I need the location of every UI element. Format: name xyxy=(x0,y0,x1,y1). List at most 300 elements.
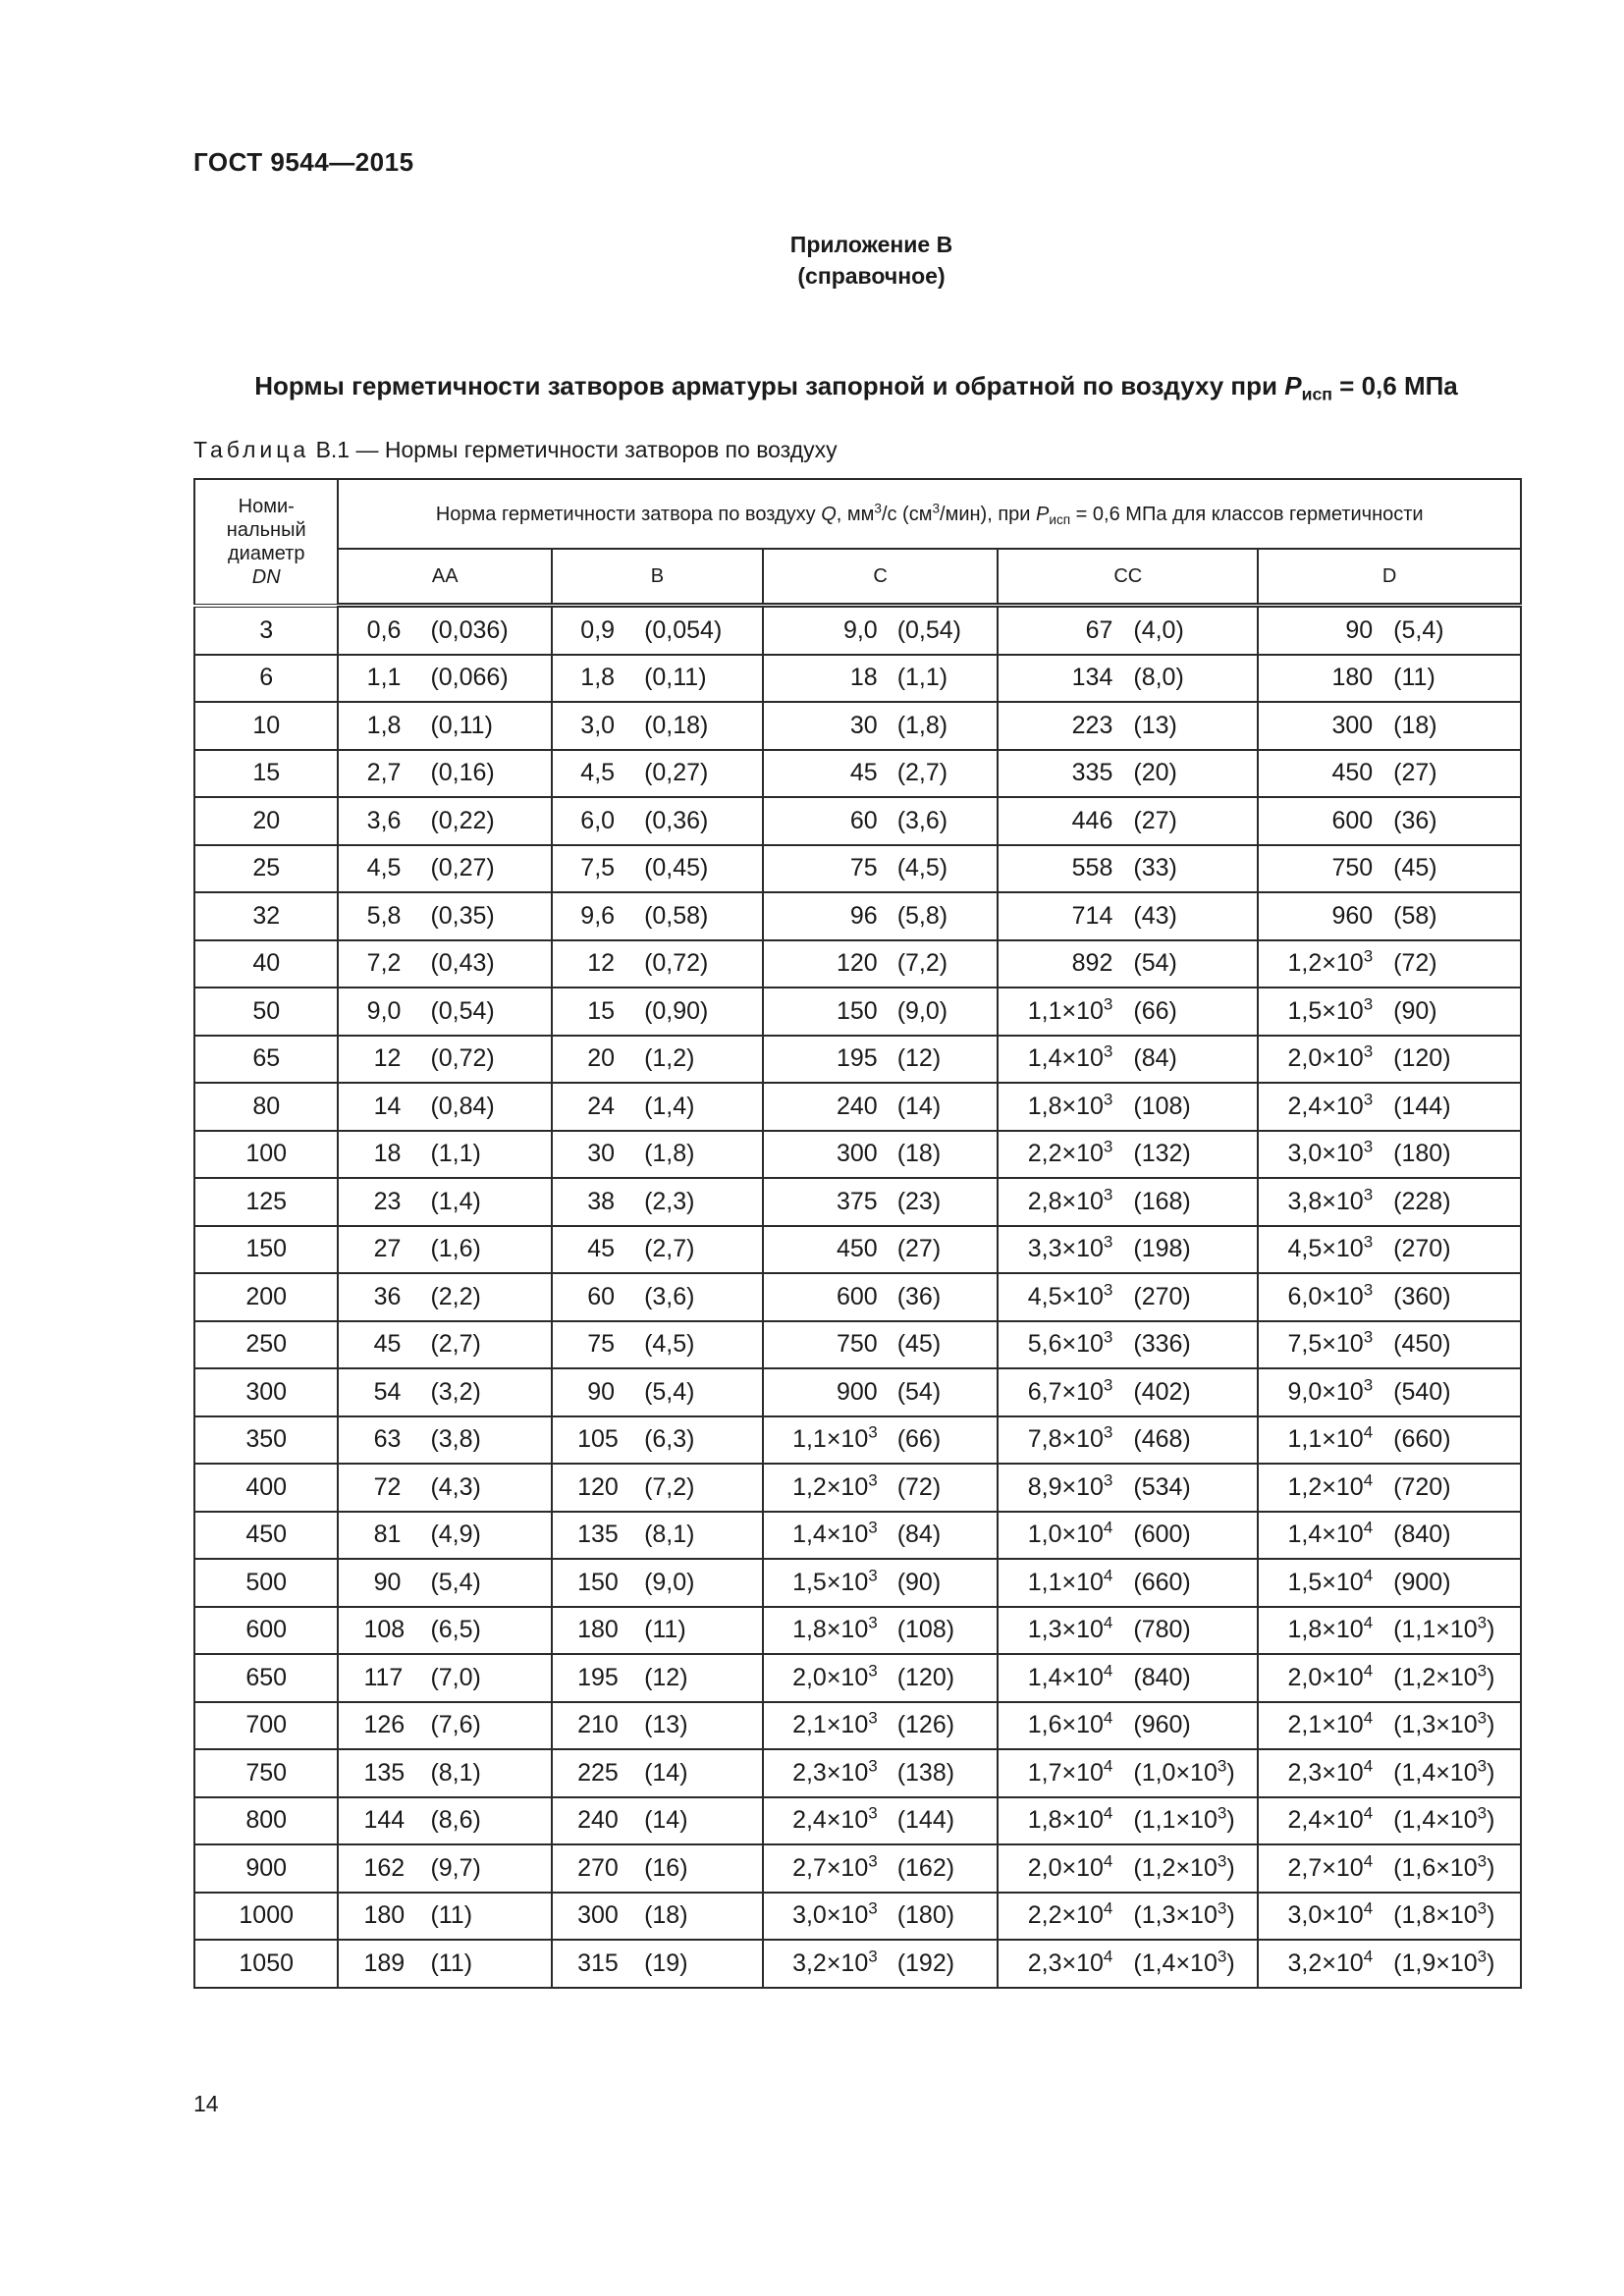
leak-rate-mm3s: $3,0\times 10^3$ xyxy=(792,1898,878,1930)
leak-rate-cm3min: (33) xyxy=(1133,854,1177,882)
leak-rate-cm3min: (8,0) xyxy=(1133,664,1184,692)
leak-rate-cm3min: (9,0) xyxy=(896,996,948,1025)
leak-rate-mm3s: 7,2 xyxy=(366,949,402,978)
leak-rate-mm3s: 38 xyxy=(587,1187,616,1215)
leak-rate-mm3s: 60 xyxy=(587,1282,616,1310)
value-cell-d xyxy=(1258,1797,1521,1845)
value-cell-c xyxy=(763,1654,999,1702)
value-cell-b xyxy=(552,1036,763,1084)
value-cell-cc xyxy=(998,845,1258,893)
value-cell-aa xyxy=(338,1844,552,1893)
value-cell-cc xyxy=(998,1368,1258,1416)
value-cell-d xyxy=(1258,988,1521,1036)
leak-rate-mm3s: $2,3\times 10^4$ xyxy=(1287,1756,1374,1787)
leak-rate-cm3min: (90) xyxy=(1393,996,1437,1025)
leak-rate-cm3min: (660) xyxy=(1393,1425,1451,1454)
leak-rate-mm3s: 892 xyxy=(1071,949,1113,978)
value-cell-d xyxy=(1258,940,1521,988)
leak-rate-mm3s: $1,1\times 10^3$ xyxy=(1027,994,1113,1025)
leak-rate-cm3min: (3,6) xyxy=(644,1282,695,1310)
leak-rate-mm3s: $2,4\times 10^3$ xyxy=(1287,1090,1374,1120)
dn-cell: 300 xyxy=(194,1368,338,1416)
leak-rate-mm3s: 30 xyxy=(849,711,878,739)
leak-rate-mm3s: 23 xyxy=(373,1187,402,1215)
value-cell-b xyxy=(552,1083,763,1131)
leak-rate-cm3min: (84) xyxy=(896,1521,942,1549)
leak-rate-mm3s: $2,0\times 10^4$ xyxy=(1287,1661,1374,1691)
leak-rate-cm3min: (0,72) xyxy=(644,949,709,978)
leak-rate-cm3min: (0,27) xyxy=(430,854,495,882)
table-row xyxy=(194,1893,1521,1941)
value-cell-c xyxy=(763,797,999,845)
leak-rate-mm3s: $1,1\times 10^4$ xyxy=(1287,1422,1374,1454)
value-cell-c xyxy=(763,1273,999,1321)
leak-rate-mm3s: 375 xyxy=(836,1187,878,1215)
value-cell-cc xyxy=(998,1178,1258,1226)
class-header-d: D xyxy=(1258,549,1521,606)
value-cell-d xyxy=(1258,1178,1521,1226)
leak-rate-cm3min: (0,066) xyxy=(430,664,509,692)
table-row xyxy=(194,1273,1521,1321)
leak-rate-cm3min: (0,11) xyxy=(430,711,493,739)
value-cell-c xyxy=(763,655,999,703)
value-cell-cc xyxy=(998,606,1258,655)
leak-rate-mm3s: 162 xyxy=(363,1853,406,1882)
leak-rate-cm3min: (960) xyxy=(1133,1711,1191,1739)
leak-rate-mm3s: 96 xyxy=(849,901,878,930)
leak-rate-cm3min: (72) xyxy=(896,1472,942,1501)
value-cell-b xyxy=(552,988,763,1036)
value-cell-d xyxy=(1258,1036,1521,1084)
leak-rate-mm3s: $3,2\times 10^4$ xyxy=(1287,1947,1374,1977)
leak-rate-cm3min: (18) xyxy=(644,1901,688,1930)
leak-rate-mm3s: 60 xyxy=(849,806,878,834)
leak-rate-cm3min: (0,58) xyxy=(644,901,709,930)
dn-cell: 10 xyxy=(194,702,338,750)
leak-rate-mm3s: 135 xyxy=(577,1521,619,1549)
leak-rate-cm3min: (144) xyxy=(896,1806,955,1835)
dn-header xyxy=(194,479,338,606)
leak-rate-cm3min: (66) xyxy=(1133,996,1177,1025)
value-cell-b xyxy=(552,1559,763,1607)
leak-rate-mm3s: $8,9\times 10^3$ xyxy=(1027,1470,1113,1501)
value-cell-c xyxy=(763,1036,999,1084)
value-cell-c xyxy=(763,892,999,940)
value-cell-b xyxy=(552,750,763,798)
leak-rate-mm3s: 150 xyxy=(577,1568,619,1596)
leak-rate-mm3s: 4,5 xyxy=(366,854,402,882)
value-cell-aa xyxy=(338,1368,552,1416)
leak-rate-cm3min: (11) xyxy=(430,1901,473,1930)
leak-rate-mm3s: $1,7\times 10^4$ xyxy=(1027,1756,1113,1787)
leak-rate-cm3min: (0,43) xyxy=(430,949,495,978)
dn-cell: 125 xyxy=(194,1178,338,1226)
value-cell-b xyxy=(552,1131,763,1179)
leak-rate-mm3s: 134 xyxy=(1071,664,1113,692)
leak-rate-cm3min: (180) xyxy=(896,1901,955,1930)
value-cell-aa xyxy=(338,1036,552,1084)
value-cell-d xyxy=(1258,1512,1521,1560)
leak-rate-mm3s: $2,0\times 10^3$ xyxy=(1287,1041,1374,1073)
leak-rate-cm3min: (8,1) xyxy=(644,1521,695,1549)
value-cell-aa xyxy=(338,606,552,655)
value-cell-c xyxy=(763,1512,999,1560)
leak-rate-cm3min: $(1,4\times 10^3)$ xyxy=(1133,1947,1235,1977)
table-row xyxy=(194,1797,1521,1845)
value-cell-d xyxy=(1258,1893,1521,1941)
leak-rate-mm3s: $1,5\times 10^3$ xyxy=(792,1566,878,1596)
leak-rate-cm3min: (23) xyxy=(896,1187,942,1215)
leak-rate-cm3min: (0,54) xyxy=(430,996,495,1025)
leak-rate-cm3min: (144) xyxy=(1393,1092,1451,1120)
value-cell-cc xyxy=(998,1464,1258,1512)
leak-rate-cm3min: (13) xyxy=(1133,711,1177,739)
leak-rate-cm3min: (45) xyxy=(1393,854,1437,882)
leak-rate-mm3s: $2,4\times 10^4$ xyxy=(1287,1803,1374,1835)
value-cell-d xyxy=(1258,1940,1521,1988)
value-cell-c xyxy=(763,988,999,1036)
leak-rate-cm3min: (660) xyxy=(1133,1568,1191,1596)
leak-rate-cm3min: $(1,1\times 10^3)$ xyxy=(1393,1613,1495,1644)
leak-rate-cm3min: $(1,2\times 10^3)$ xyxy=(1133,1851,1235,1882)
leak-rate-cm3min: (0,036) xyxy=(430,615,509,644)
value-cell-b xyxy=(552,1178,763,1226)
leak-rate-cm3min: (27) xyxy=(896,1235,942,1263)
dn-cell: 1000 xyxy=(194,1893,338,1941)
leak-rate-mm3s: $3,2\times 10^3$ xyxy=(792,1947,878,1977)
leak-rate-cm3min: (45) xyxy=(896,1330,942,1359)
leak-rate-cm3min: (20) xyxy=(1133,759,1177,787)
value-cell-aa xyxy=(338,1797,552,1845)
leak-rate-cm3min: (0,054) xyxy=(644,615,723,644)
value-cell-c xyxy=(763,750,999,798)
leak-rate-cm3min: (1,4) xyxy=(430,1187,481,1215)
leak-rate-cm3min: (228) xyxy=(1393,1187,1451,1215)
leak-rate-cm3min: (468) xyxy=(1133,1425,1191,1454)
value-cell-b xyxy=(552,845,763,893)
leak-rate-mm3s: 240 xyxy=(577,1806,619,1835)
value-cell-d xyxy=(1258,606,1521,655)
leak-rate-cm3min: (402) xyxy=(1133,1377,1191,1406)
value-cell-cc xyxy=(998,1893,1258,1941)
value-cell-d xyxy=(1258,1559,1521,1607)
leak-rate-mm3s: 315 xyxy=(577,1949,619,1977)
leak-rate-cm3min: (900) xyxy=(1393,1568,1451,1596)
leak-rate-mm3s: $3,0\times 10^4$ xyxy=(1287,1898,1374,1930)
value-cell-c xyxy=(763,1321,999,1369)
table-row xyxy=(194,1321,1521,1369)
leak-rate-cm3min: (108) xyxy=(896,1616,955,1644)
leak-rate-cm3min: (12) xyxy=(644,1663,688,1691)
leak-rate-mm3s: $1,4\times 10^3$ xyxy=(792,1518,878,1549)
value-cell-b xyxy=(552,1321,763,1369)
leak-rate-cm3min: (58) xyxy=(1393,901,1437,930)
leak-rate-cm3min: (162) xyxy=(896,1853,955,1882)
value-cell-cc xyxy=(998,1749,1258,1797)
leak-rate-cm3min: (1,1) xyxy=(896,664,948,692)
tightness-norms-table xyxy=(193,478,1522,1989)
table-row xyxy=(194,892,1521,940)
value-cell-aa xyxy=(338,1226,552,1274)
caption-text: В.1 — Нормы герметичности затворов по воздуху xyxy=(309,437,838,462)
table-row xyxy=(194,845,1521,893)
leak-rate-cm3min: (12) xyxy=(896,1044,942,1073)
value-cell-cc xyxy=(998,892,1258,940)
leak-rate-cm3min: (9,7) xyxy=(430,1853,481,1882)
leak-rate-cm3min: (1,6) xyxy=(430,1235,481,1263)
table-row xyxy=(194,1844,1521,1893)
table-row xyxy=(194,655,1521,703)
table-caption xyxy=(193,437,838,463)
value-cell-aa xyxy=(338,892,552,940)
dn-cell: 25 xyxy=(194,845,338,893)
heading-symbol: P xyxy=(1284,371,1302,400)
value-cell-d xyxy=(1258,1464,1521,1512)
leak-rate-cm3min: (1,1) xyxy=(430,1140,481,1168)
value-cell-b xyxy=(552,702,763,750)
leak-rate-mm3s: 14 xyxy=(373,1092,402,1120)
leak-rate-mm3s: $1,6\times 10^4$ xyxy=(1027,1708,1113,1739)
table-row xyxy=(194,940,1521,988)
leak-rate-mm3s: $1,2\times 10^4$ xyxy=(1287,1470,1374,1501)
table-row xyxy=(194,1607,1521,1655)
value-cell-cc xyxy=(998,1083,1258,1131)
value-cell-c xyxy=(763,1940,999,1988)
leak-rate-mm3s: $4,5\times 10^3$ xyxy=(1287,1232,1374,1263)
value-cell-aa xyxy=(338,1702,552,1750)
value-cell-d xyxy=(1258,750,1521,798)
leak-rate-cm3min: (2,3) xyxy=(644,1187,695,1215)
leak-rate-cm3min: (18) xyxy=(896,1140,942,1168)
value-cell-c xyxy=(763,606,999,655)
leak-rate-mm3s: 180 xyxy=(1331,664,1374,692)
table-row xyxy=(194,1464,1521,1512)
dn-cell: 100 xyxy=(194,1131,338,1179)
value-cell-c xyxy=(763,1083,999,1131)
dn-cell: 800 xyxy=(194,1797,338,1845)
leak-rate-mm3s: 600 xyxy=(1331,806,1374,834)
leak-rate-mm3s: 450 xyxy=(1331,759,1374,787)
dn-cell: 650 xyxy=(194,1654,338,1702)
value-cell-aa xyxy=(338,1749,552,1797)
leak-rate-cm3min: (16) xyxy=(644,1853,688,1882)
value-cell-c xyxy=(763,1368,999,1416)
leak-rate-cm3min: (3,6) xyxy=(896,806,948,834)
value-cell-cc xyxy=(998,1844,1258,1893)
value-cell-d xyxy=(1258,892,1521,940)
leak-rate-cm3min: (720) xyxy=(1393,1472,1451,1501)
leak-rate-cm3min: (534) xyxy=(1133,1472,1191,1501)
leak-rate-mm3s: 6,0 xyxy=(580,806,616,834)
value-cell-b xyxy=(552,1654,763,1702)
value-cell-c xyxy=(763,1464,999,1512)
leak-rate-mm3s: 210 xyxy=(577,1711,619,1739)
dn-cell: 80 xyxy=(194,1083,338,1131)
leak-rate-mm3s: 0,6 xyxy=(366,615,402,644)
value-cell-cc xyxy=(998,1512,1258,1560)
value-cell-aa xyxy=(338,1940,552,1988)
table-row xyxy=(194,1512,1521,1560)
value-cell-c xyxy=(763,1797,999,1845)
leak-rate-mm3s: 67 xyxy=(1085,615,1113,644)
leak-rate-mm3s: 63 xyxy=(373,1425,402,1454)
leak-rate-cm3min: (198) xyxy=(1133,1235,1191,1263)
leak-rate-cm3min: (9,0) xyxy=(644,1568,695,1596)
dn-cell: 20 xyxy=(194,797,338,845)
leak-rate-mm3s: 12 xyxy=(373,1044,402,1073)
value-cell-c xyxy=(763,940,999,988)
leak-rate-mm3s: 4,5 xyxy=(580,759,616,787)
leak-rate-mm3s: 225 xyxy=(577,1758,619,1787)
leak-rate-mm3s: $2,4\times 10^3$ xyxy=(792,1803,878,1835)
leak-rate-mm3s: $3,8\times 10^3$ xyxy=(1287,1185,1374,1215)
dn-header-line: Номи- xyxy=(238,495,295,517)
leak-rate-mm3s: 45 xyxy=(373,1330,402,1359)
table-row xyxy=(194,1559,1521,1607)
value-cell-aa xyxy=(338,1654,552,1702)
leak-rate-cm3min: (192) xyxy=(896,1949,955,1977)
table-row xyxy=(194,1368,1521,1416)
leak-rate-cm3min: (4,5) xyxy=(896,854,948,882)
leak-rate-mm3s: $6,0\times 10^3$ xyxy=(1287,1280,1374,1310)
table-row xyxy=(194,1226,1521,1274)
leak-rate-mm3s: 240 xyxy=(836,1092,878,1120)
table-row xyxy=(194,1654,1521,1702)
norm-header: Норма герметичности затвора по воздуху Q, $мм^3/с$ $(см^3/мин)$, при $P_{исп} = 0,6$ МПа для классов герметичности xyxy=(338,479,1521,549)
value-cell-d xyxy=(1258,1607,1521,1655)
value-cell-cc xyxy=(998,1416,1258,1465)
value-cell-cc xyxy=(998,1559,1258,1607)
leak-rate-cm3min: (5,4) xyxy=(430,1568,481,1596)
leak-rate-cm3min: $(1,9\times 10^3)$ xyxy=(1393,1947,1495,1977)
leak-rate-mm3s: $1,2\times 10^3$ xyxy=(792,1470,878,1501)
leak-rate-mm3s: $2,0\times 10^4$ xyxy=(1027,1851,1113,1882)
value-cell-c xyxy=(763,702,999,750)
leak-rate-mm3s: 36 xyxy=(373,1282,402,1310)
value-cell-b xyxy=(552,1273,763,1321)
leak-rate-mm3s: $2,7\times 10^3$ xyxy=(792,1851,878,1882)
value-cell-aa xyxy=(338,750,552,798)
leak-rate-cm3min: (7,6) xyxy=(430,1711,481,1739)
dn-cell: 15 xyxy=(194,750,338,798)
leak-rate-mm3s: 5,8 xyxy=(366,901,402,930)
leak-rate-mm3s: 270 xyxy=(577,1853,619,1882)
leak-rate-mm3s: 45 xyxy=(849,759,878,787)
dn-cell: 65 xyxy=(194,1036,338,1084)
value-cell-cc xyxy=(998,797,1258,845)
leak-rate-mm3s: $1,8\times 10^4$ xyxy=(1287,1613,1374,1644)
value-cell-cc xyxy=(998,1654,1258,1702)
leak-rate-mm3s: 30 xyxy=(587,1140,616,1168)
value-cell-d xyxy=(1258,1321,1521,1369)
leak-rate-cm3min: $(1,3\times 10^3)$ xyxy=(1133,1898,1235,1930)
leak-rate-cm3min: $(1,2\times 10^3)$ xyxy=(1393,1661,1495,1691)
value-cell-c xyxy=(763,1226,999,1274)
value-cell-d xyxy=(1258,1131,1521,1179)
leak-rate-mm3s: 335 xyxy=(1071,759,1113,787)
leak-rate-mm3s: 150 xyxy=(836,996,878,1025)
leak-rate-cm3min: $(1,1\times 10^3)$ xyxy=(1133,1803,1235,1835)
leak-rate-cm3min: (270) xyxy=(1133,1282,1191,1310)
value-cell-cc xyxy=(998,1036,1258,1084)
value-cell-aa xyxy=(338,1512,552,1560)
dn-cell: 40 xyxy=(194,940,338,988)
leak-rate-cm3min: (1,8) xyxy=(896,711,948,739)
leak-rate-cm3min: (0,45) xyxy=(644,854,709,882)
value-cell-b xyxy=(552,1464,763,1512)
leak-rate-mm3s: $1,5\times 10^3$ xyxy=(1287,994,1374,1025)
leak-rate-mm3s: $2,8\times 10^3$ xyxy=(1027,1185,1113,1215)
value-cell-aa xyxy=(338,1178,552,1226)
value-cell-aa xyxy=(338,655,552,703)
dn-cell: 200 xyxy=(194,1273,338,1321)
leak-rate-mm3s: $1,3\times 10^4$ xyxy=(1027,1613,1113,1644)
leak-rate-cm3min: (0,16) xyxy=(430,759,495,787)
leak-rate-mm3s: 9,6 xyxy=(580,901,616,930)
leak-rate-cm3min: (6,3) xyxy=(644,1425,695,1454)
leak-rate-cm3min: (8,1) xyxy=(430,1758,481,1787)
dn-header-line: нальный xyxy=(226,518,306,541)
leak-rate-cm3min: $(1,4\times 10^3)$ xyxy=(1393,1756,1495,1787)
value-cell-b xyxy=(552,655,763,703)
dn-cell: 500 xyxy=(194,1559,338,1607)
leak-rate-mm3s: 180 xyxy=(363,1901,406,1930)
dn-cell: 32 xyxy=(194,892,338,940)
dn-cell: 3 xyxy=(194,606,338,655)
leak-rate-cm3min: $(1,8\times 10^3)$ xyxy=(1393,1898,1495,1930)
class-header-c: С xyxy=(763,549,999,606)
value-cell-cc xyxy=(998,750,1258,798)
value-cell-aa xyxy=(338,940,552,988)
value-cell-b xyxy=(552,1797,763,1845)
value-cell-aa xyxy=(338,1607,552,1655)
leak-rate-mm3s: $6,7\times 10^3$ xyxy=(1027,1375,1113,1406)
leak-rate-mm3s: 90 xyxy=(373,1568,402,1596)
leak-rate-cm3min: (54) xyxy=(896,1377,942,1406)
heading-suffix: = 0,6 МПа xyxy=(1331,371,1458,400)
appendix-title: Приложение В xyxy=(789,232,953,257)
value-cell-cc xyxy=(998,1131,1258,1179)
leak-rate-cm3min: (0,90) xyxy=(644,996,709,1025)
leak-rate-cm3min: (4,5) xyxy=(644,1330,695,1359)
value-cell-b xyxy=(552,1607,763,1655)
leak-rate-mm3s: 7,5 xyxy=(580,854,616,882)
leak-rate-mm3s: 24 xyxy=(587,1092,616,1120)
leak-rate-cm3min: (0,84) xyxy=(430,1092,495,1120)
leak-rate-cm3min: (7,2) xyxy=(896,949,948,978)
value-cell-b xyxy=(552,1416,763,1465)
leak-rate-cm3min: (540) xyxy=(1393,1377,1451,1406)
leak-rate-mm3s: 18 xyxy=(373,1140,402,1168)
value-cell-c xyxy=(763,1702,999,1750)
leak-rate-mm3s: 120 xyxy=(577,1472,619,1501)
leak-rate-cm3min: (4,9) xyxy=(430,1521,481,1549)
leak-rate-mm3s: 144 xyxy=(363,1806,406,1835)
value-cell-d xyxy=(1258,1416,1521,1465)
value-cell-c xyxy=(763,1749,999,1797)
value-cell-b xyxy=(552,940,763,988)
value-cell-aa xyxy=(338,1416,552,1465)
value-cell-c xyxy=(763,1893,999,1941)
leak-rate-cm3min: (27) xyxy=(1393,759,1437,787)
leak-rate-mm3s: 300 xyxy=(577,1901,619,1930)
leak-rate-cm3min: (120) xyxy=(1393,1044,1451,1073)
leak-rate-cm3min: (0,18) xyxy=(644,711,709,739)
table-row xyxy=(194,1036,1521,1084)
leak-rate-mm3s: $2,3\times 10^3$ xyxy=(792,1756,878,1787)
class-header-b: В xyxy=(552,549,763,606)
dn-cell: 6 xyxy=(194,655,338,703)
